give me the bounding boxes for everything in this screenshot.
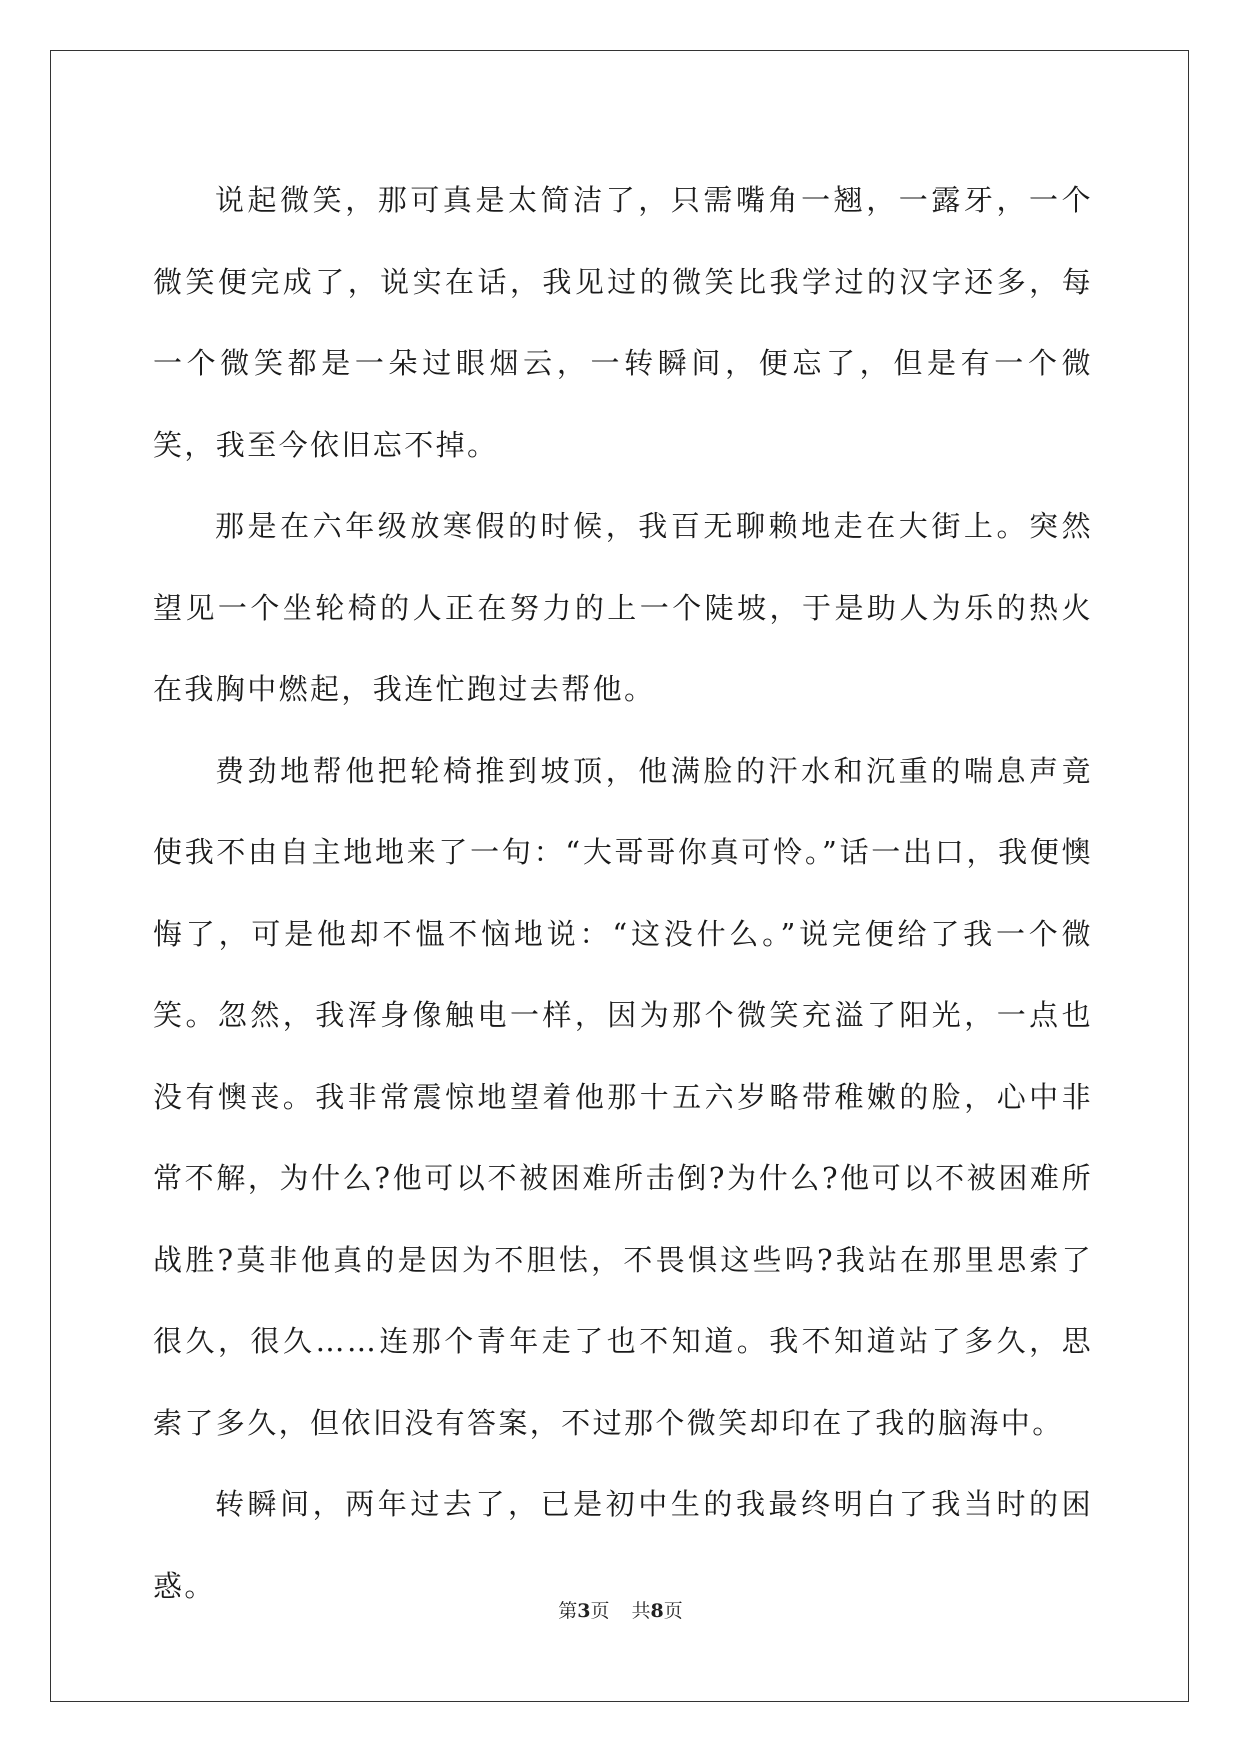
paragraph-4: 转瞬间，两年过去了，已是初中生的我最终明白了我当时的困惑。 [153, 1487, 1093, 1603]
page-number-footer [0, 1599, 1241, 1623]
paragraph-1: 说起微笑，那可真是太简洁了，只需嘴角一翘，一露牙，一个微笑便完成了，说实在话，我见过的微笑比我学过的汉字还多，每一个微笑都是一朵过眼烟云，一转瞬间，便忘了，但是有一个微笑，我至今依旧忘不掉。 [153, 183, 1093, 462]
footer-page-suffix: 页 [590, 1600, 610, 1622]
paragraph-2: 那是在六年级放寒假的时候，我百无聊赖地走在大街上。突然望见一个坐轮椅的人正在努力的上一个陡坡，于是助人为乐的热火在我胸中燃起，我连忙跑过去帮他。 [153, 509, 1093, 706]
paragraph-3: 费劲地帮他把轮椅推到坡顶，他满脸的汗水和沉重的喘息声竟使我不由自主地地来了一句：“大哥哥你真可怜。”话一出口，我便懊悔了，可是他却不愠不恼地说：“这没什么。”说完便给了我一个微笑。忽然，我浑身像触电一样，因为那个微笑充溢了阳光，一点也没有懊丧。我非常震惊地望着他那十五六岁略带稚嫩的脸，心中非常不解，为什么?他可以不被困难所击倒?为什么?他可以不被困难所战胜?莫非他真的是因为不胆怯，不畏惧这些吗?我站在那里思索了很久，很久……连那个青年走了也不知道。我不知道站了多久，思索了多久，但依旧没有答案，不过那个微笑却印在了我的脑海中。 [153, 753, 1093, 1440]
footer-total-prefix: 共 [631, 1600, 651, 1622]
footer-total-suffix: 页 [663, 1600, 683, 1622]
footer-prefix: 第 [558, 1600, 578, 1622]
document-body [153, 160, 1093, 1627]
total-page-count: 8 [650, 1600, 664, 1622]
current-page-number: 3 [577, 1600, 591, 1622]
